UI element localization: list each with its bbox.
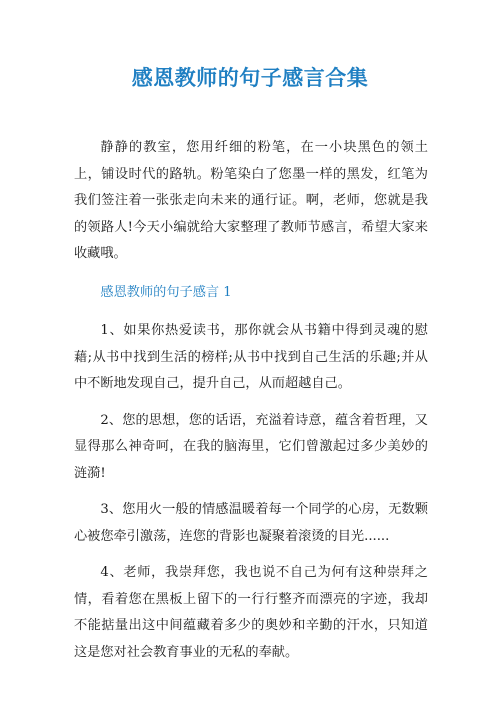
intro-paragraph: 静静的教室，您用纤细的粉笔，在一小块黑色的领土上，铺设时代的路轨。粉笔染白了您墨一样的黑发，红笔为我们签注着一张张走向未来的通行证。啊，老师，您就是我的领路人!今天小编就给大家整理了教师节感言，希望大家来收藏哦。 [74, 140, 428, 261]
list-item: 1、如果你热爱读书，那你就会从书籍中得到灵魂的慰藉;从书中找到生活的榜样;从书中找到自己生活的乐趣;并从中不断地发现自己，提升自己，从而超越自己。 [74, 323, 428, 391]
list-item: 3、您用火一般的情感温暖着每一个同学的心房，无数颗心被您牵引激荡，连您的背影也凝聚着滚烫的目光...... [74, 502, 428, 544]
list-item: 4、老师，我崇拜您，我也说不自己为何有这种崇拜之情，看着您在黑板上留下的一行行整齐而漂亮的字迹，我却不能掂量出这中间蕴藏着多少的奥妙和辛勤的汗水，只知道这是您对社会教育事业的无私的奉献。 [74, 565, 428, 660]
document-body [74, 135, 428, 676]
section-heading: 感恩教师的句子感言 1 [100, 284, 232, 300]
list-item: 2、您的思想，您的话语，充溢着诗意，蕴含着哲理，又显得那么神奇呵，在我的脑海里，它们曾激起过多少美妙的涟漪! [74, 412, 428, 481]
document-title: 感恩教师的句子感言合集 [131, 66, 369, 90]
